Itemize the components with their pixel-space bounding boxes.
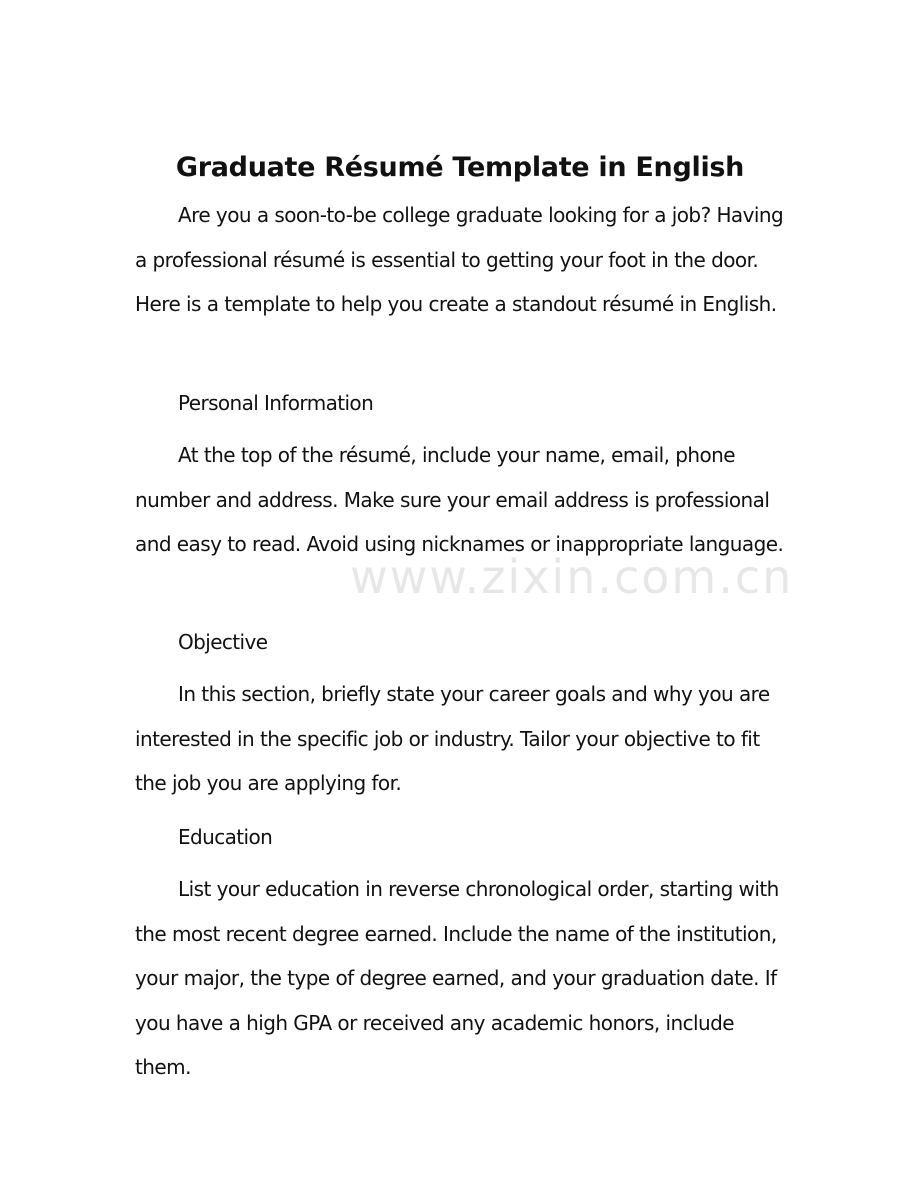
section-paragraph-education (135, 867, 787, 1090)
document-title: Graduate Résumé Template in English (175, 152, 745, 183)
section-heading-objective: Objective (178, 630, 268, 654)
section-text-objective: In this section, briefly state your career goals and why you are interested in the specific job or industry. Tailor your objective to fit the job you are applying for. (135, 682, 770, 796)
section-text-personal-information: At the top of the résumé, include your name, email, phone number and address. Make sure your email address is professional and easy to read. Avoid using nicknames or inappropriate language. (135, 443, 784, 557)
section-paragraph-personal-information (135, 433, 787, 567)
section-heading-education: Education (178, 825, 273, 849)
intro-text: Are you a soon-to-be college graduate looking for a job? Having a professional résumé is essential to getting your foot in the door. Here is a template to help you create a standout résumé in English. (135, 203, 784, 317)
section-text-education: List your education in reverse chronological order, starting with the most recent degree earned. Include the name of the institution, your major, the type of degree earned, and your graduation date. If you have a high GPA or received any academic honors, include them. (135, 877, 779, 1080)
intro-paragraph (135, 193, 787, 327)
section-paragraph-objective (135, 672, 787, 806)
section-heading-personal-information: Personal Information (178, 391, 374, 415)
watermark: www.zixin.com.cn (350, 550, 794, 604)
